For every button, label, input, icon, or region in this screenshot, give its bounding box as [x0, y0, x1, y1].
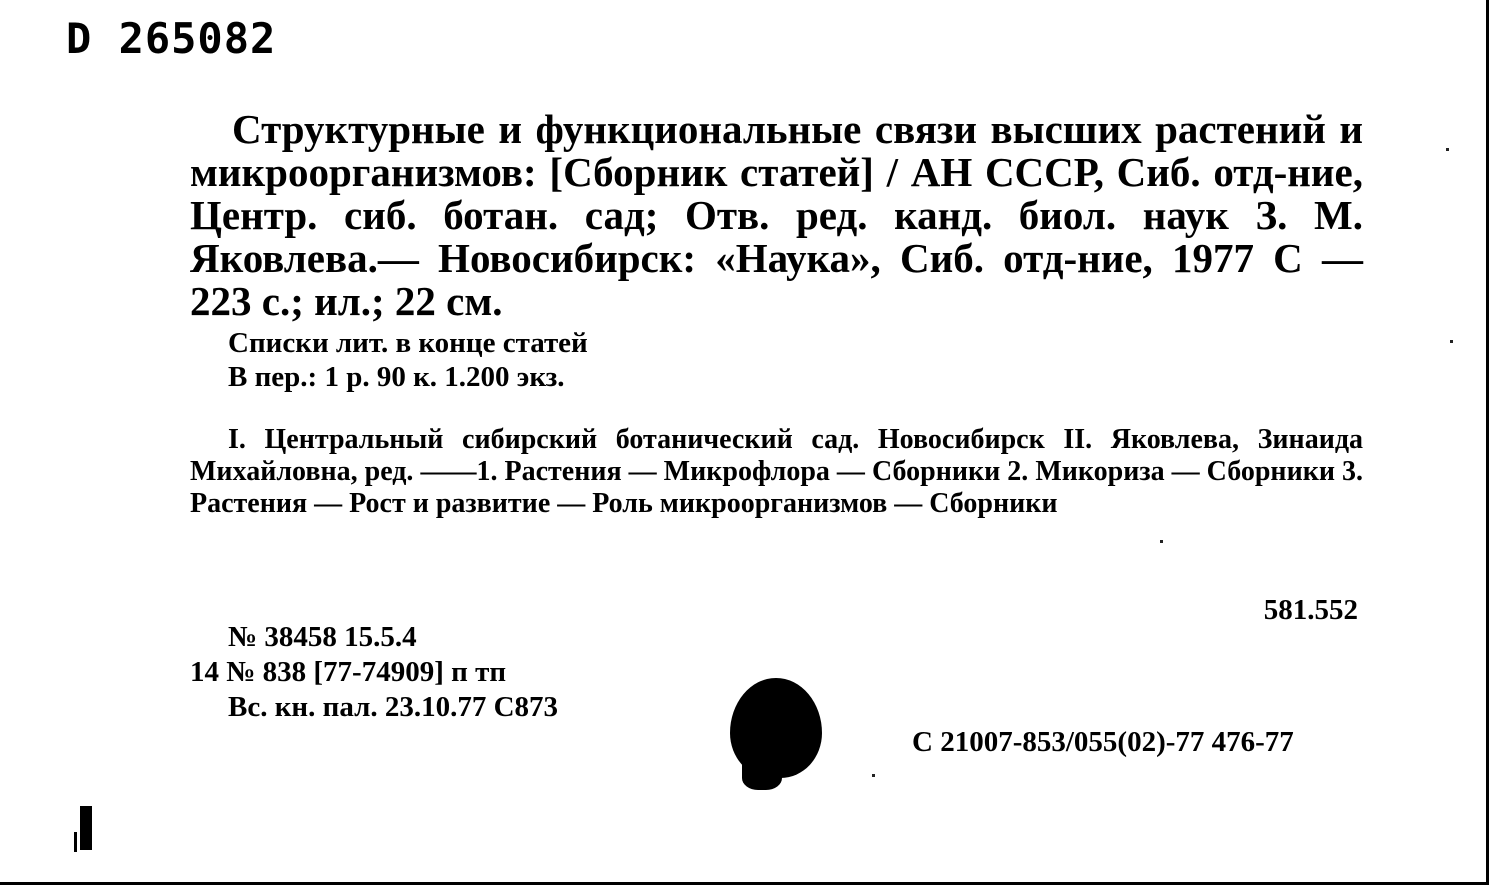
speck	[1160, 540, 1163, 543]
accession-line-3: Вс. кн. пал. 23.10.77 С873	[228, 691, 559, 723]
bibliographic-entry	[190, 108, 1363, 323]
udc-number: 581.552	[1263, 594, 1358, 626]
subject-tracings	[190, 424, 1363, 520]
classification-code: С 21007-853/055(02)-77 476-77	[912, 726, 1294, 758]
speck	[872, 774, 875, 777]
subject-text: I. Центральный сибирский ботанический сад. Новосибирск II. Яковлева, Зинаида Михайловна, ред. ——1. Растения — Микрофлора — Сборники 2. Микориза — Сборники 3. Растения — Рост и развитие — Роль микроорганизмов — Сборники	[190, 424, 1363, 519]
ink-blot	[730, 678, 822, 778]
accession-line-1: № 38458 15.5.4	[228, 621, 417, 653]
bibliography-note: Списки лит. в конце статей	[228, 327, 588, 359]
accession-line-2: 14 № 838 [77-74909] п тп	[190, 656, 507, 688]
speck	[1446, 148, 1449, 151]
price-note: В пер.: 1 р. 90 к. 1.200 экз.	[228, 361, 565, 393]
accession-block	[190, 620, 558, 725]
speck	[1450, 340, 1453, 343]
entry-title: Структурные и функциональные связи высших растений и микроорганизмов:	[190, 106, 1363, 195]
notes	[228, 326, 588, 394]
entry-description: [Сборник статей] / АН СССР, Сиб. отд-ние, Центр. сиб. ботан. сад; Отв. ред. канд. биол. наук З. М. Яковлева.— Новосибирск: «Наука», Сиб. отд-ние, 1977 С — 223 с.; ил.; 22 см.	[190, 149, 1363, 324]
margin-mark	[80, 806, 92, 850]
call-number: D 265082	[66, 14, 277, 63]
